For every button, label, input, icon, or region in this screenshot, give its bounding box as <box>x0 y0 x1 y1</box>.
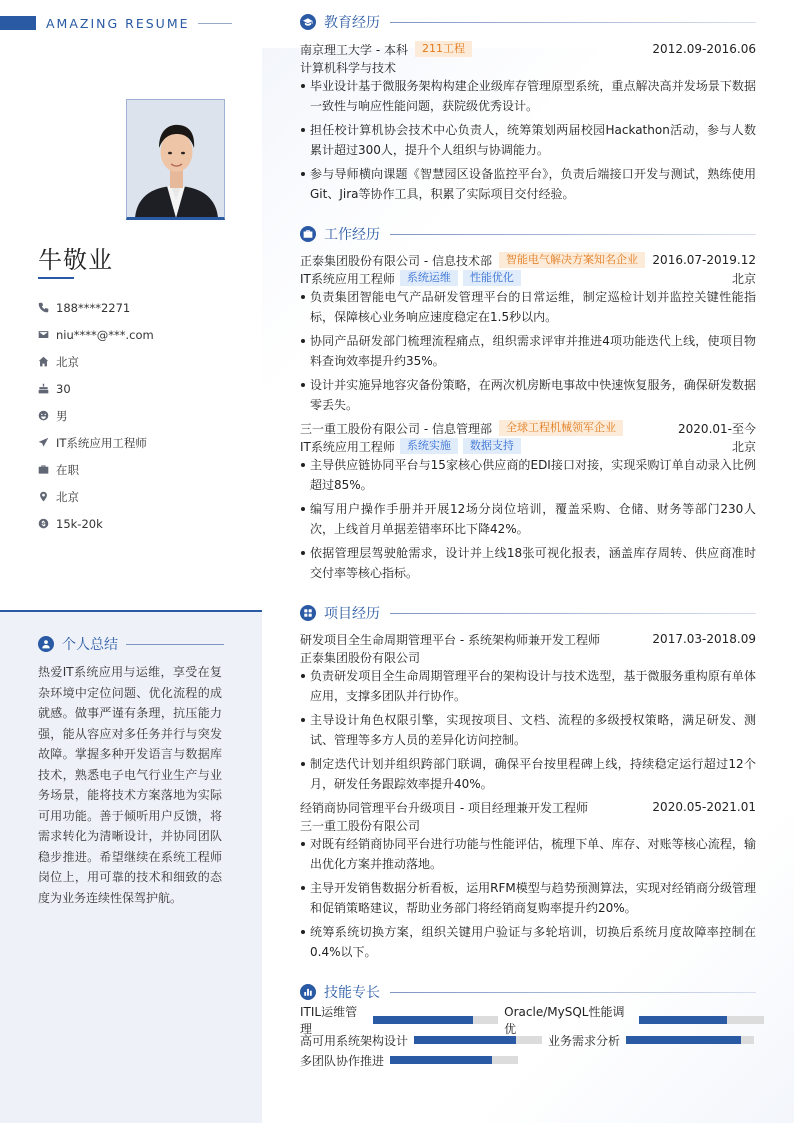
project-name: 研发项目全生命周期管理平台 - 系统架构师兼开发工程师 <box>300 632 600 647</box>
section-line <box>390 613 756 614</box>
position: IT系统应用工程师 <box>300 271 395 286</box>
education-bullets <box>300 76 756 208</box>
project-row <box>300 630 756 648</box>
name-underline <box>38 277 74 279</box>
contact-info-list <box>38 294 248 537</box>
info-text: 北京 <box>56 489 79 504</box>
summary-text: 热爱IT系统应用与运维，享受在复杂环境中定位问题、优化流程的成就感。做事严谨有条理，抗压能力强，能从容应对多任务并行与突发故障。掌握多种开发语言与数据库技术，熟悉电子电气行业生产与业务场景，能将技术方案落地为实际可用功能。善于倾听用户反馈，将需求转化为清晰设计，并协同团队稳步推进。希望继续在系统工程师岗位上，用可靠的技术和细致的态度为业务连续性保驾护航。 <box>38 665 222 905</box>
list-item: 主导设计角色权限引擎，实现按项目、文档、流程的多级授权策略，满足研发、测试、管理等多方人员的差异化访问控制。 <box>300 710 756 750</box>
profile-photo <box>126 99 225 220</box>
skill-bar-fill <box>626 1036 741 1044</box>
major: 计算机科学与技术 <box>300 60 397 75</box>
mail-icon <box>38 329 49 340</box>
job-row <box>300 419 756 437</box>
section-line <box>390 22 756 23</box>
brand-line <box>198 23 232 24</box>
info-residence <box>38 348 248 375</box>
list-item: 负责研发项目全生命周期管理平台的架构设计与技术选型，基于微服务重构原有单体应用，支撑多团队并行协作。 <box>300 666 756 706</box>
skill-bar-fill <box>373 1016 473 1024</box>
education-date: 2012.09-2016.06 <box>652 42 756 56</box>
skill-name: 业务需求分析 <box>548 1033 621 1048</box>
skill-item <box>300 1032 542 1049</box>
skill-tag: 系统实施 <box>400 438 458 454</box>
bar-chart-icon <box>300 984 316 1000</box>
grid-icon <box>300 605 316 621</box>
education-header <box>300 12 756 32</box>
project-name: 经销商协同管理平台升级项目 - 项目经理兼开发工程师 <box>300 800 588 815</box>
position-row <box>300 269 756 287</box>
job-row <box>300 251 756 269</box>
projects-header <box>300 603 756 623</box>
project-date: 2017.03-2018.09 <box>652 632 756 646</box>
list-item: 统筹系统切换方案，组织关键用户验证与多轮培训，切换后系统月度故障率控制在0.4%以下。 <box>300 922 756 962</box>
list-item: 制定迭代计划并组织跨部门联调，确保平台按里程碑上线，持续稳定运行超过12个月，研发任务跟踪效率提升40%。 <box>300 754 756 794</box>
graduation-cap-icon <box>300 14 316 30</box>
skills-list <box>300 1005 770 1070</box>
list-item: 主导供应链协同平台与15家核心供应商的EDI接口对接，实现采购订单自动录入比例超过85%。 <box>300 455 756 495</box>
position: IT系统应用工程师 <box>300 439 395 454</box>
home-icon <box>38 356 49 367</box>
skill-bar <box>373 1016 498 1024</box>
list-item: 负责集团智能电气产品研发管理平台的日常运维，制定巡检计划并监控关键性能指标，保障核心业务响应速度稳定在1.5秒以内。 <box>300 287 756 327</box>
info-status <box>38 456 248 483</box>
info-text: niu****@***.com <box>56 327 154 342</box>
project-date: 2020.05-2021.01 <box>652 800 756 814</box>
brand-bar <box>0 16 36 30</box>
skill-name: 多团队协作推进 <box>300 1053 385 1068</box>
skill-bar <box>414 1036 542 1044</box>
job-date: 2016.07-2019.12 <box>652 253 756 267</box>
job-bullets <box>300 455 756 587</box>
skill-bar-fill <box>390 1056 492 1064</box>
section-title: 工作经历 <box>324 227 380 243</box>
job-city: 北京 <box>731 271 756 286</box>
list-item: 协同产品研发部门梳理流程痛点，组织需求评审并推进4项功能迭代上线，使项目物料查询效率提升约35%。 <box>300 331 756 371</box>
info-email <box>38 321 248 348</box>
skills-row <box>300 1030 770 1050</box>
section-title: 教育经历 <box>324 15 380 31</box>
info-phone <box>38 294 248 321</box>
school-name: 南京理工大学 - 本科 <box>300 42 408 57</box>
list-item: 设计并实施异地容灾备份策略，在两次机房断电事故中快速恢复服务，确保研发数据零丢失。 <box>300 375 756 415</box>
project-bullets <box>300 666 756 798</box>
major-row <box>300 58 756 76</box>
info-text: 男 <box>56 408 68 423</box>
job-city: 北京 <box>731 439 756 454</box>
skill-bar <box>626 1036 754 1044</box>
position-row <box>300 437 756 455</box>
list-item: 主导开发销售数据分析看板，运用RFM模型与趋势预测算法，实现对经销商分级管理和促销策略建议，帮助业务部门将经销商复购率提升约20%。 <box>300 878 756 918</box>
skill-bar-fill <box>414 1036 516 1044</box>
project-bullets <box>300 834 756 966</box>
list-item: 担任校计算机协会技术中心负责人，统筹策划两届校园Hackathon活动，参与人数累计超过300人，提升个人组织与协调能力。 <box>300 120 756 160</box>
company-tag: 全球工程机械领军企业 <box>499 420 623 436</box>
info-text: 北京 <box>56 354 79 369</box>
project-row <box>300 798 756 816</box>
list-item: 毕业设计基于微服务架构构建企业级库存管理原型系统，重点解决高并发场景下数据一致性与响应性能问题，获院级优秀设计。 <box>300 76 756 116</box>
job-bullets <box>300 287 756 419</box>
list-item: 编写用户操作手册并开展12场分岗位培训，覆盖采购、仓储、财务等部门230人次，上线首月单据差错率环比下降42%。 <box>300 499 756 539</box>
job-date: 2020.01-至今 <box>678 421 756 436</box>
person-icon <box>38 636 54 652</box>
brand-text: AMAZING RESUME <box>46 15 190 31</box>
list-item: 参与导师横向课题《智慧园区设备监控平台》，负责后端接口开发与测试，熟练使用Git、Jira等协作工具，积累了实际项目交付经验。 <box>300 164 756 204</box>
section-title: 项目经历 <box>324 606 380 622</box>
cake-icon <box>38 383 49 394</box>
location-pin-icon <box>38 491 49 502</box>
school-tag: 211工程 <box>415 41 472 57</box>
info-gender <box>38 402 248 429</box>
info-position <box>38 429 248 456</box>
section-line <box>390 234 756 235</box>
briefcase-icon <box>38 464 49 475</box>
company-name: 正泰集团股份有限公司 - 信息技术部 <box>300 253 492 268</box>
skills-row <box>300 1005 770 1036</box>
skills-row <box>300 1050 770 1070</box>
work-header <box>300 224 756 244</box>
info-age <box>38 375 248 402</box>
info-city <box>38 483 248 510</box>
face-icon <box>38 410 49 421</box>
skill-item <box>548 1032 754 1049</box>
skill-tag: 性能优化 <box>463 270 521 286</box>
section-line <box>390 992 756 993</box>
skill-name: Oracle/MySQL性能调优 <box>504 1005 625 1036</box>
skill-bar <box>390 1056 518 1064</box>
profile-name: 牛敬业 <box>38 246 113 274</box>
education-row <box>300 40 756 58</box>
skill-item <box>300 1052 518 1069</box>
skill-name: ITIL运维管理 <box>300 1005 358 1036</box>
list-item: 对既有经销商协同平台进行功能与性能评估，梳理下单、库存、对账等核心流程，输出优化方案并推动落地。 <box>300 834 756 874</box>
phone-icon <box>38 302 49 313</box>
skill-bar-fill <box>639 1016 726 1024</box>
summary-title: 个人总结 <box>62 637 118 653</box>
summary-line <box>126 644 224 645</box>
skills-header <box>300 982 756 1002</box>
project-company-row <box>300 648 756 666</box>
portrait-illustration <box>127 100 225 218</box>
info-text: 188****2271 <box>56 300 131 315</box>
skill-tag: 系统运维 <box>400 270 458 286</box>
project-company: 三一重工股份有限公司 <box>300 818 421 833</box>
brand-header <box>0 15 232 31</box>
send-icon <box>38 437 49 448</box>
briefcase-icon <box>300 226 316 242</box>
info-text: 15k-20k <box>56 516 103 531</box>
skill-name: 高可用系统架构设计 <box>300 1033 409 1048</box>
money-icon <box>38 518 49 529</box>
info-text: IT系统应用工程师 <box>56 435 147 450</box>
info-salary <box>38 510 248 537</box>
project-company: 正泰集团股份有限公司 <box>300 650 421 665</box>
info-text: 在职 <box>56 462 79 477</box>
skill-bar <box>639 1016 764 1024</box>
company-name: 三一重工股份有限公司 - 信息管理部 <box>300 421 492 436</box>
list-item: 依据管理层驾驶舱需求，设计并上线18张可视化报表，涵盖库存周转、供应商准时交付率等核心指标。 <box>300 543 756 583</box>
sidebar <box>0 0 262 1123</box>
company-tag: 智能电气解决方案知名企业 <box>499 252 645 268</box>
project-company-row <box>300 816 756 834</box>
info-text: 30 <box>56 381 71 396</box>
summary-header <box>38 634 224 654</box>
skill-tag: 数据支持 <box>463 438 521 454</box>
section-title: 技能专长 <box>324 985 380 1001</box>
